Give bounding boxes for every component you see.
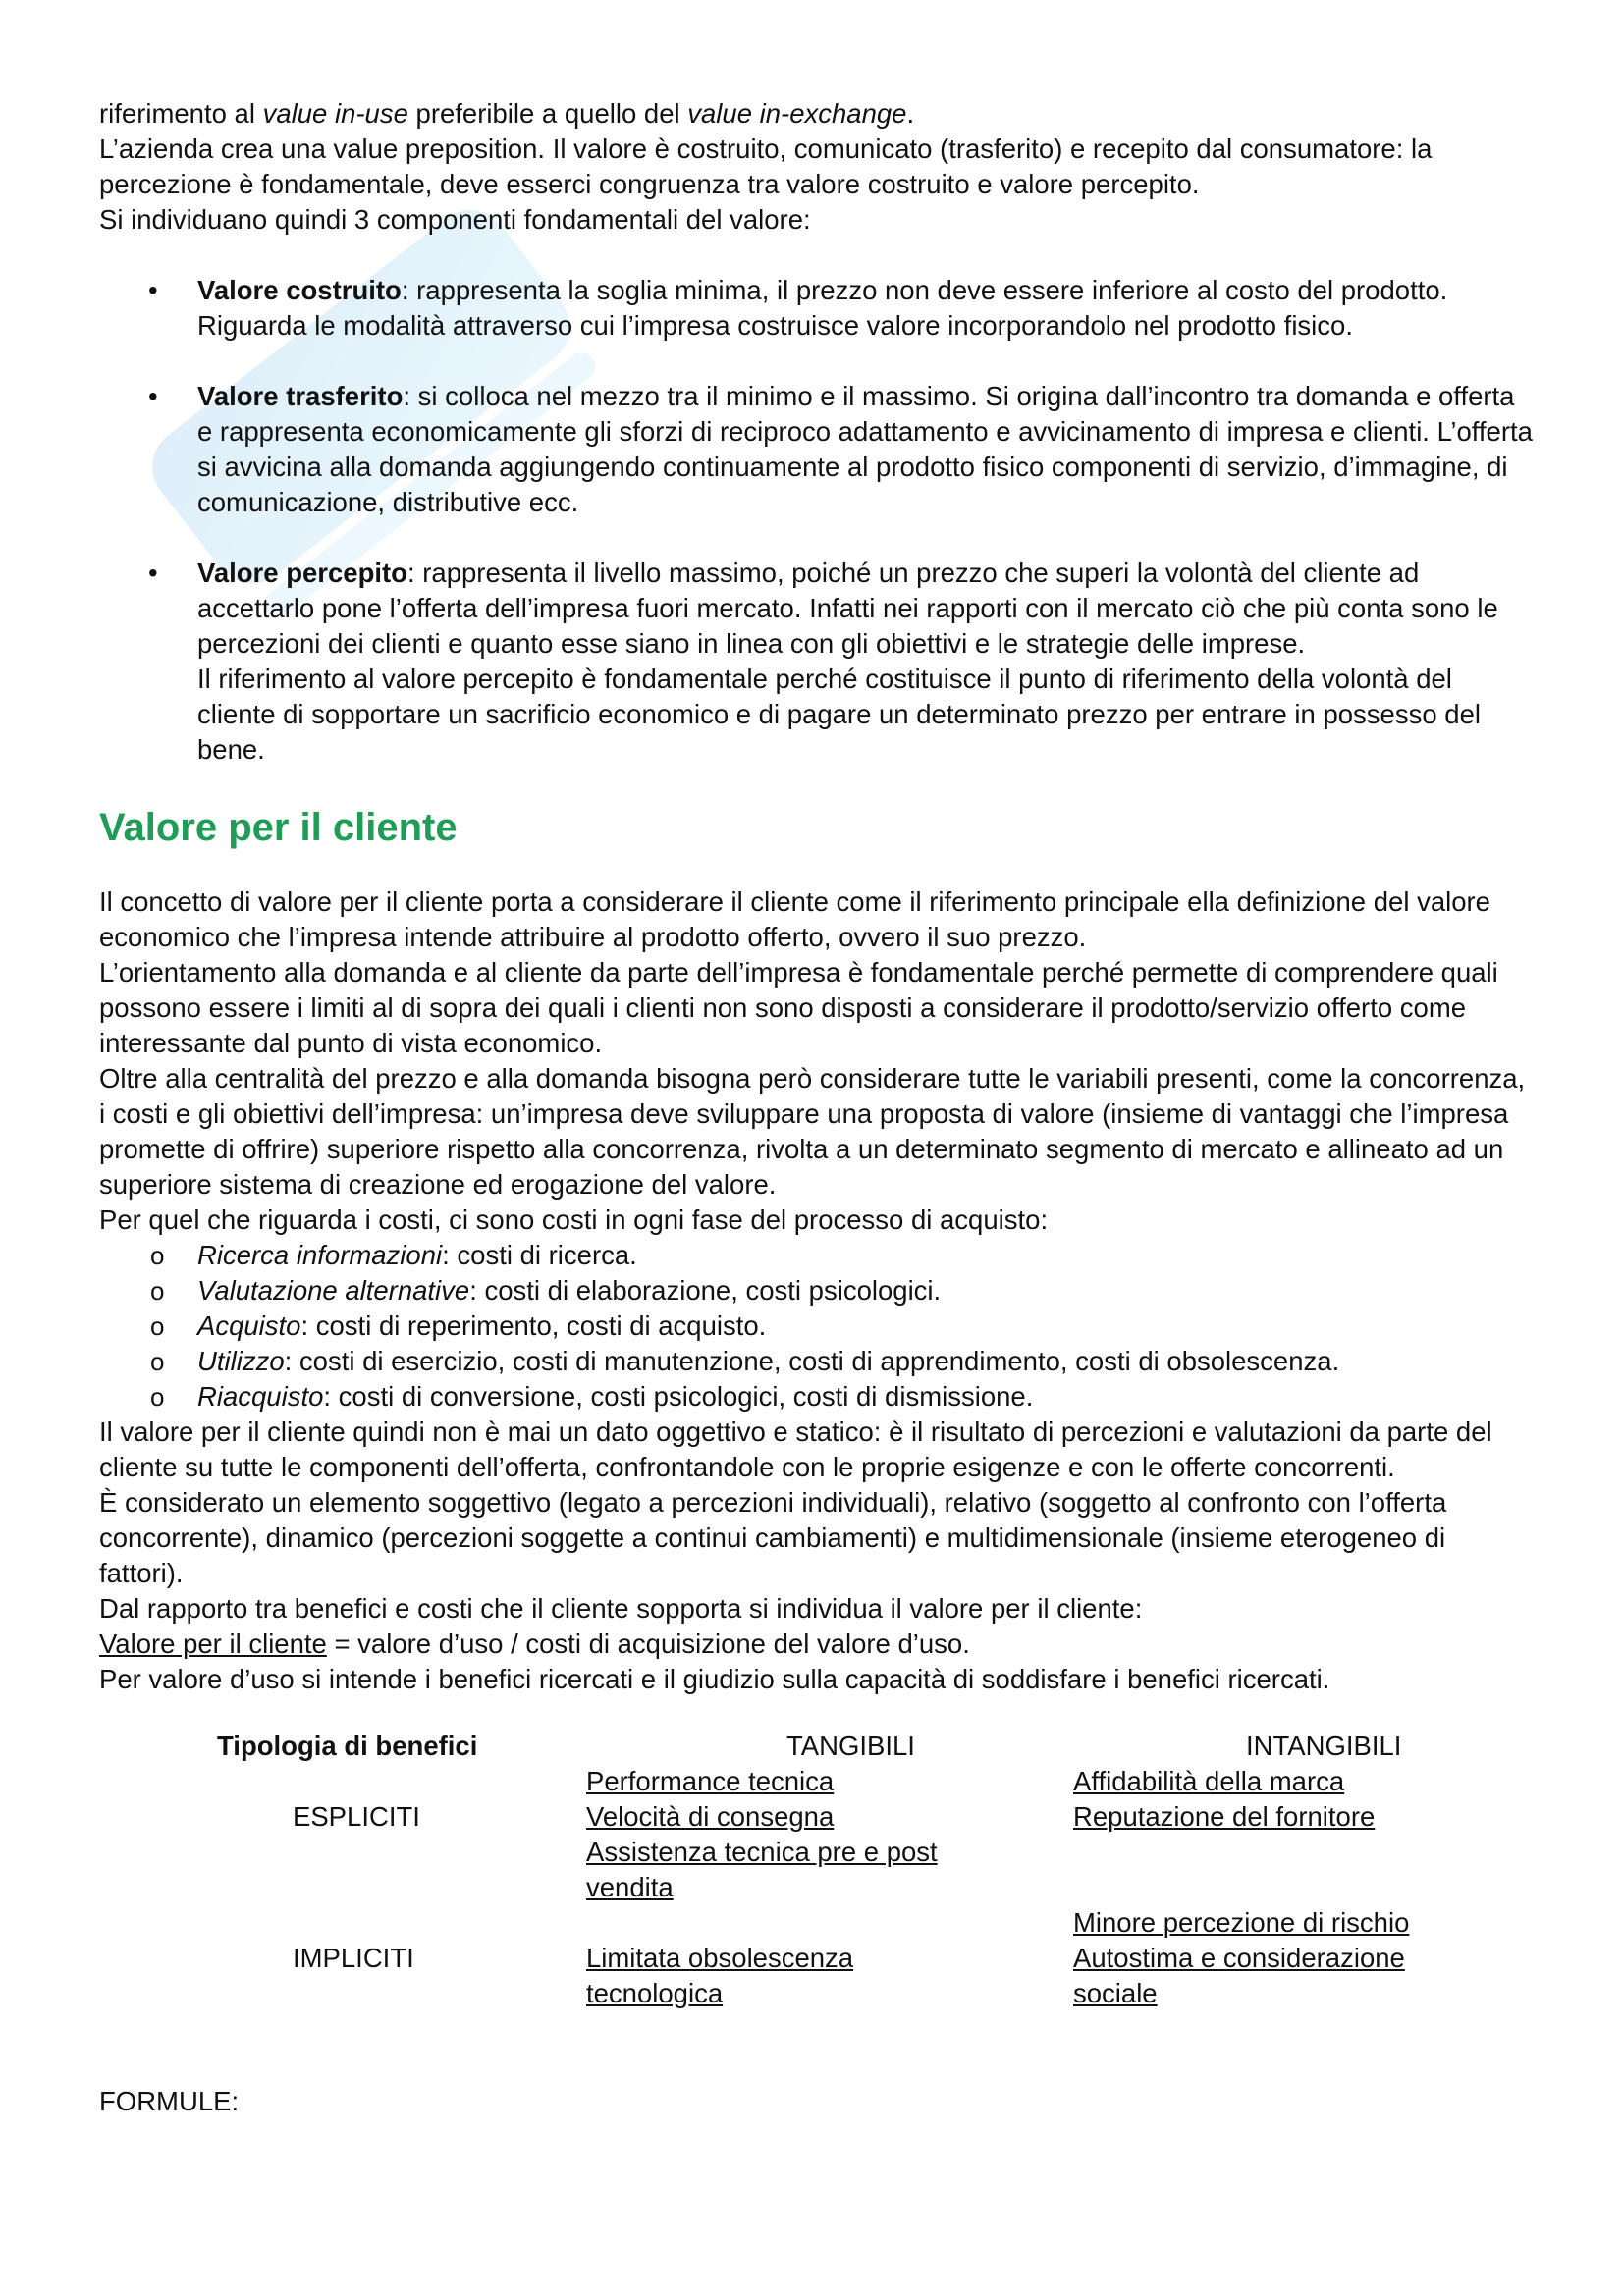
section-heading: Valore per il cliente	[99, 806, 458, 849]
list-item: o Valutazione alternative: costi di elaborazione, costi psicologici.	[99, 1273, 1533, 1308]
benefits-table	[99, 1729, 1533, 2023]
section-paragraph: Dal rapporto tra benefici e costi che il cliente sopporta si individua il valore per il cliente:	[99, 1593, 1143, 1625]
table-cell: Performance tecnica Velocità di consegna Assistenza tecnica pre e post vendita	[586, 1766, 938, 1903]
bullet-icon: •	[148, 558, 158, 588]
column-header-tangible: TANGIBILI	[786, 1731, 915, 1762]
document-page	[99, 96, 1533, 2119]
row-header-implicit: IMPLICITI	[293, 1943, 414, 1974]
list-item: o Utilizzo: costi di esercizio, costi di manutenzione, costi di apprendimento, costi di obsolescenza.	[99, 1344, 1533, 1379]
section-paragraph: L’orientamento alla domanda e al cliente da parte dell’impresa è fondamentale perché permette di comprendere quali possono essere i limiti al di sopra dei quali i clienti non sono disposti a considerare il prodotto/servizio offerto come interessante dal punto di vista economico.	[99, 957, 1498, 1059]
table-cell: Affidabilità della marca Reputazione del fornitore	[1073, 1766, 1376, 1833]
circle-bullet-icon: o	[150, 1382, 165, 1413]
list-item: • Valore costruito: rappresenta la soglia minima, il prezzo non deve essere inferiore al costo del prodotto. Riguarda le modalità attraverso cui l’impresa costruisce valore incorporandolo nel prodotto fisico.	[148, 275, 1448, 341]
list-item: o Riacquisto: costi di conversione, costi psicologici, costi di dismissione.	[99, 1379, 1533, 1415]
circle-bullet-icon: o	[150, 1276, 165, 1307]
intro-components-sentence: Si individuano quindi 3 componenti fondamentali del valore:	[99, 204, 811, 235]
circle-bullet-icon: o	[150, 1347, 165, 1377]
row-header-explicit: ESPLICITI	[293, 1801, 420, 1833]
formula-line: Valore per il cliente = valore d’uso / costi di acquisizione del valore d’uso.	[99, 1629, 970, 1660]
bullet-icon: •	[148, 275, 158, 305]
section-paragraph: Oltre alla centralità del prezzo e alla domanda bisogna però considerare tutte le variabili presenti, come la concorrenza, i costi e gli obiettivi dell’impresa: un’impresa deve sviluppare una proposta di valore (insieme di vantaggi che l’impresa promette di offrire) superiore rispetto alla concorrenza, rivolta a un determinato segmento di mercato e allineato ad un superiore sistema di creazione ed erogazione del valore.	[99, 1063, 1526, 1201]
circle-bullet-icon: o	[150, 1311, 165, 1342]
intro-line: riferimento al value in-use preferibile a quello del value in-exchange.	[99, 98, 915, 129]
column-header-intangible: INTANGIBILI	[1246, 1731, 1402, 1762]
section-paragraph: Per quel che riguarda i costi, ci sono costi in ogni fase del processo di acquisto:	[99, 1204, 1049, 1236]
section-paragraph: Per valore d’uso si intende i benefici ricercati e il giudizio sulla capacità di soddisfare i benefici ricercati.	[99, 1664, 1330, 1695]
list-item: • Valore trasferito: si colloca nel mezzo tra il minimo e il massimo. Si origina dall’incontro tra domanda e offerta e rappresenta economicamente gli sforzi di reciproco adattamento e avvicinamento di impresa e clienti. L’offerta si avvicina alla domanda aggiungendo continuamente al prodotto fisico componenti di servizio, d’immagine, di comunicazione, distributive ecc.	[148, 381, 1533, 517]
table-cell: Minore percezione di rischio Autostima e considerazione sociale	[1073, 1907, 1410, 2009]
section-paragraph: È considerato un elemento soggettivo (legato a percezioni individuali), relativo (soggetto al confronto con l’offerta concorrente), dinamico (percezioni soggette a continui cambiamenti) e multidimensionale (insieme eterogeneo di fattori).	[99, 1487, 1447, 1589]
list-item: o Ricerca informazioni: costi di ricerca.	[99, 1238, 1533, 1273]
list-item: • Valore percepito: rappresenta il livello massimo, poiché un prezzo che superi la volontà del cliente ad accettarlo pone l’offerta dell’impresa fuori mercato. Infatti nei rapporti con il mercato ciò che più conta sono le percezioni dei clienti e quanto esse siano in linea con gli obiettivi e le strategie delle imprese. Il riferimento al valore percepito è fondamentale perché costituisce il punto di riferimento della volontà del cliente di sopportare un sacrificio economico e di pagare un determinato prezzo per entrare in possesso del bene.	[148, 558, 1498, 765]
section-paragraph: Il concetto di valore per il cliente porta a considerare il cliente come il riferimento principale ella definizione del valore economico che l’impresa intende attribuire al prodotto offerto, ovvero il suo prezzo.	[99, 886, 1490, 953]
bullet-icon: •	[148, 381, 158, 411]
formule-label: FORMULE:	[99, 2086, 240, 2117]
circle-bullet-icon: o	[150, 1241, 165, 1271]
section-paragraph: Il valore per il cliente quindi non è mai un dato oggettivo e statico: è il risultato di percezioni e valutazioni da parte del cliente su tutte le componenti dell’offerta, confrontandole con le proprie esigenze e con le offerte concorrenti.	[99, 1416, 1492, 1483]
intro-paragraph: L’azienda crea una value preposition. Il valore è costruito, comunicato (trasferito) e recepito dal consumatore: la percezione è fondamentale, deve esserci congruenza tra valore costruito e valore percepito.	[99, 133, 1433, 199]
list-item: o Acquisto: costi di reperimento, costi di acquisto.	[99, 1308, 1533, 1344]
table-title: Tipologia di benefici	[217, 1731, 478, 1762]
table-cell: Limitata obsolescenza tecnologica	[586, 1943, 854, 2009]
value-components-list	[99, 273, 1533, 768]
purchase-costs-list	[99, 1238, 1533, 1415]
formula-label: Valore per il cliente	[99, 1629, 327, 1660]
